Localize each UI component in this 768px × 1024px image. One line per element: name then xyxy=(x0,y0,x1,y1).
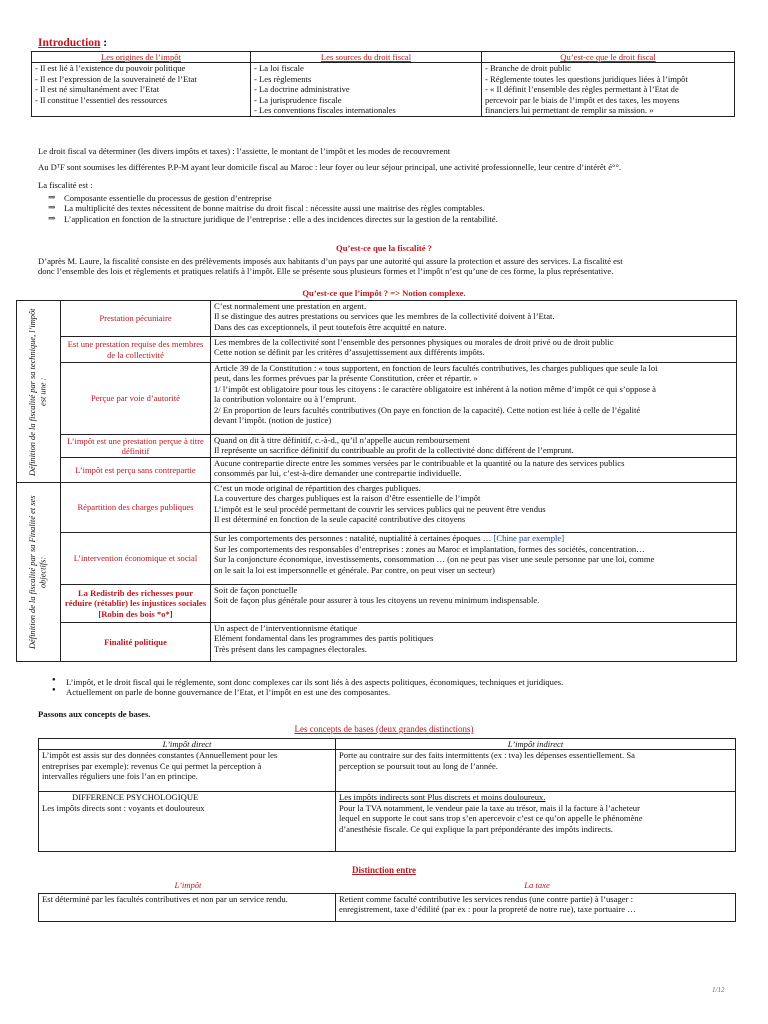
text-line: Aucune contrepartie directe entre les sommes versées par le contribuable et la quantité ou la nature des services publics xyxy=(214,458,625,468)
text-line: Cette notion se définit par les critères d’assujettissement aux différents impôts. xyxy=(214,347,485,358)
impot-header: L’impôt xyxy=(174,880,202,890)
example-note: [Chine par exemple] xyxy=(493,533,565,544)
text-line: - La loi fiscale xyxy=(254,63,304,74)
row-content xyxy=(211,483,737,533)
text-line: Les impôts directs sont : voyants et douloureux xyxy=(42,802,205,813)
bullets-list xyxy=(38,677,748,698)
text-line: donc l’ensemble des lois et règlements et pratiques relatifs à l’impôt. Elle se présente sous plusieurs formes et l’impôt n’est qu’une de ces forme, la plus représentative. xyxy=(38,266,614,277)
table-concepts xyxy=(38,738,736,852)
table-distinction-cell: Est déterminé par les facultés contributives et non par un service rendu. xyxy=(39,894,336,922)
table-concepts-cell xyxy=(39,750,336,792)
text-line: Pour la TVA notamment, le vendeur paie la taxe au trésor, mais il la facture à l’acheteur xyxy=(339,802,640,813)
list-item: ⇒ Composante essentielle du processus de gestion d’entreprise xyxy=(38,193,738,203)
row-content xyxy=(211,584,737,622)
table-concepts-cell xyxy=(39,792,336,852)
text-line: Article 39 de la Constitution : « tous supportent, en fonction de leurs facultés contributives, les charges publiques que seule la loi xyxy=(214,363,658,373)
row-content xyxy=(211,301,737,337)
table-distinction xyxy=(38,893,736,922)
table-intro-cell xyxy=(251,63,482,117)
table-intro-cell xyxy=(32,63,251,117)
text-line: - Il est lié à l’existence du pouvoir politique xyxy=(35,63,186,74)
text-line: d’anesthésie fiscale. Ce qui explique la part prépondérante des impôts indirects. xyxy=(339,823,613,834)
intro-colon: : xyxy=(100,37,108,49)
text-line: - « Il définit l’ensemble des règles permettant à l’Etat de xyxy=(485,84,679,95)
text-line: Très présent dans les campagnes électorales. xyxy=(214,643,367,654)
list-item: ⇒ L’application en fonction de la structure juridique de l’entreprise : elle a des incidences directes sur la gestion de la rentabilité. xyxy=(38,214,738,224)
para-droit-fiscal: Le droit fiscal va déterminer (les divers impôts et taxes) : l’assiette, le montant de l’impôt et les modes de recouvrement xyxy=(38,146,451,156)
text-line: Dans des cas exceptionnels, il peut toutefois être acquitté en nature. xyxy=(214,321,447,332)
text-line: enregistrement, taxe d’édilité (par ex : pour la propreté de notre rue), taxe portuaire … xyxy=(339,904,636,915)
row-content xyxy=(211,533,737,584)
table-intro-cell xyxy=(482,63,735,117)
text-line: on le sait la loi est impersonnelle et générale. Par contre, on peut viser un secteur) xyxy=(214,564,495,575)
vertical-label-technique xyxy=(17,301,61,483)
text-line xyxy=(214,533,733,543)
vertical-text: Définition de la fiscalité par sa Finalité et ses objectifs: xyxy=(28,495,48,649)
text-line: consommés par lui, c’est-à-dire demander une contrepartie individuelle. xyxy=(214,468,462,479)
heading-q-impot: Qu’est-ce que l’impôt ? => Notion complexe. xyxy=(302,288,466,298)
fiscalite-intro: La fiscalité est : xyxy=(38,180,93,190)
text-line: perception se poursuit tout au long de l’année. xyxy=(339,760,498,771)
text-line: L’impôt est assis sur des données constantes (Annuellement pour les xyxy=(42,750,278,761)
text-line: DIFFERENCE PSYCHOLOGIQUE xyxy=(72,792,199,803)
text-line: Soit de façon ponctuelle xyxy=(214,584,298,595)
text-line: Elément fondamental dans les programmes des partis politiques xyxy=(214,633,434,644)
text-line: entreprises par exemple): revenus Ce qui permet la perception à xyxy=(42,760,262,771)
text-line: financiers lui permettant de remplir sa mission. » xyxy=(485,105,654,116)
para-laure xyxy=(38,256,748,277)
row-label: Prestation pécuniaire xyxy=(61,301,211,337)
text-line: intervalles réguliers une fois l’an en principe. xyxy=(42,771,198,782)
text-line: Il se distingue des autres prestations ou services que les membres de la collectivité doivent à l’Etat. xyxy=(214,311,555,322)
text-line: Il est déterminé en fonction de la seule capacité contributive des citoyens xyxy=(214,514,466,525)
text-line: devant l’impôt. (notion de justice) xyxy=(214,415,332,426)
text-line: 2/ En proportion de leurs facultés contributives (On paye en fonction de la capacité). Cette notion est liée à celle de l’égalité xyxy=(214,404,641,415)
list-item: ● L’impôt, et le droit fiscal qui le réglemente, sont donc complexes car ils sont liés à des aspects politiques, économiques, techniques et juridiques. xyxy=(38,677,748,687)
fiscalite-list xyxy=(38,193,738,224)
page-number: 1/12 xyxy=(712,986,725,994)
text-line: la contribution volontaire ou à l’emprunt. xyxy=(214,394,357,405)
text-line: 1/ l’impôt est obligatoire pour tous les citoyens : le caractère obligatoire est inhérent à la notion même d’impôt ce qui s’oppose à xyxy=(214,383,656,394)
text-line: - Réglemente toutes les questions juridiques liées à l’impôt xyxy=(485,73,688,84)
taxe-header: La taxe xyxy=(524,880,550,890)
text-line: - Les règlements xyxy=(254,73,312,84)
text-line: Quand on dit à titre définitif, c.-à-d., qu’il n’appelle aucun remboursement xyxy=(214,435,470,445)
table-distinction-cell xyxy=(336,894,736,922)
text-line: lequel en supporte le cout sans trop s’en apercevoir c’est ce qu’on appelle le phénomène xyxy=(339,813,643,824)
text-line: Sur la conjoncture économique, investissements, consommation … (on ne peut pas viser une seule personne par une loi, comme xyxy=(214,554,655,565)
text-line: Les impôts indirects sont Plus discrets et moins douloureux. xyxy=(339,792,546,803)
row-label: Répartition des charges publiques xyxy=(61,483,211,533)
list-item: ⇒ La multiplicité des textes nécessitent de bonne maitrise du droit fiscal : nécessite aussi une maitrise des règles comptables. xyxy=(38,203,738,213)
text-line: - Il constitue l’essentiel des ressources xyxy=(35,94,167,105)
text-line: - Il est né simultanément avec l’Etat xyxy=(35,84,160,95)
table-intro xyxy=(31,51,735,117)
row-content xyxy=(211,458,737,483)
row-label: L’intervention économique et social xyxy=(61,533,211,584)
distinction-title: Distinction entre xyxy=(351,865,417,875)
text-line: - La jurisprudence fiscale xyxy=(254,94,342,105)
table-concepts-header: L’impôt direct xyxy=(39,739,336,750)
text-line: - Il est l’expression de la souveraineté de l’Etat xyxy=(35,73,197,84)
row-label: La Redistrib des richesses pour réduire (rétablir) les injustices sociales [Robin des bois *o*] xyxy=(61,584,211,622)
passons-text: Passons aux concepts de bases. xyxy=(38,709,151,719)
text-line: percevoir par le biais de l’impôt et des taxes, les moyens xyxy=(485,94,680,105)
text-line: Un aspect de l’interventionnisme étatique xyxy=(214,622,358,633)
text-line: - La doctrine administrative xyxy=(254,84,350,95)
row-label: L’impôt est une prestation perçue à titre définitif xyxy=(61,435,211,458)
text-segment: Sur les comportements des personnes : natalité, nuptialité à certaines époques … xyxy=(214,533,494,544)
text-line: L’impôt est le seul procédé permettant de couvrir les services publics qui ne peuvent être vendus xyxy=(214,503,546,514)
text-line: Les membres de la collectivité sont l’ensemble des personnes physiques ou morales de droit privé ou de droit public xyxy=(214,337,614,347)
row-content xyxy=(211,363,737,435)
text-line: Retient comme faculté contributive les services rendus (une contre partie) à l’usager : xyxy=(339,894,633,904)
table-concepts-header: L’impôt indirect xyxy=(336,739,736,750)
text-line: C’est normalement une prestation en argent. xyxy=(214,301,367,311)
table-concepts-cell xyxy=(336,792,736,852)
text-line: Soit de façon plus générale pour assurer à tous les citoyens un revenu minimum indispensable. xyxy=(214,595,540,606)
row-label: Est une prestation requise des membres de la collectivité xyxy=(61,337,211,363)
row-content xyxy=(211,622,737,661)
vertical-text: Définition de la fiscalité par sa technique, l’impôt est une : xyxy=(28,307,48,476)
row-label: L’impôt est perçu sans contrepartie xyxy=(61,458,211,483)
text-line: Porte au contraire sur des faits intermittents (ex : tva) les dépenses essentiellement. Sa xyxy=(339,750,635,761)
row-label: Perçue par voie d’autorité xyxy=(61,363,211,435)
text-line: - Les conventions fiscales internationales xyxy=(254,105,396,116)
text-line: peut, dans les formes prévues par la présente Constitution, créer et répartir. » xyxy=(214,373,478,384)
text-line: La couverture des charges publiques est la raison d’être essentielle de l’impôt xyxy=(214,493,481,504)
text-line: - Branche de droit public xyxy=(485,63,571,74)
table-intro-header: Qu’est-ce que le droit fiscal xyxy=(482,52,735,63)
intro-title: Introduction xyxy=(38,37,101,49)
text-line: C’est un mode original de répartition des charges publiques. xyxy=(214,483,421,493)
table-intro-header: Les origines de l’impôt xyxy=(32,52,251,63)
concepts-title: Les concepts de bases (deux grandes distinctions) xyxy=(294,724,474,734)
text-line: Sur les comportements des responsables d’entreprises : zones au Maroc et implantation, formes des sociétés, concentration… xyxy=(214,543,645,554)
text-line: Il représente un sacrifice définitif du contribuable au profit de la collectivité donc différent de l’emprunt. xyxy=(214,445,574,456)
heading-q-fiscalite: Qu’est-ce que la fiscalité ? xyxy=(336,243,432,253)
row-label: Finalité politique xyxy=(61,622,211,661)
text-line: D’après M. Laure, la fiscalité consiste en des prélèvements imposés aux habitants d’un pays par une autorité qui assure la protection et assure des services. La fiscalité est xyxy=(38,256,623,266)
para-dtf: Au DᵀF sont soumises les différentes P.P-M ayant leur domicile fiscal au Maroc : leur foyer ou leur séjour principal, une activité professionnelle, leur centre d’intérêt é°°. xyxy=(38,162,622,172)
table-intro-header: Les sources du droit fiscal xyxy=(251,52,482,63)
table-concepts-cell xyxy=(336,750,736,792)
table-definition xyxy=(16,300,737,662)
vertical-label-finalite xyxy=(17,483,61,662)
intro-heading xyxy=(38,36,107,50)
row-content xyxy=(211,337,737,363)
row-content xyxy=(211,435,737,458)
list-item: ● Actuellement on parle de bonne gouvernance de l’Etat, et l’impôt en est une des composantes. xyxy=(38,687,748,697)
